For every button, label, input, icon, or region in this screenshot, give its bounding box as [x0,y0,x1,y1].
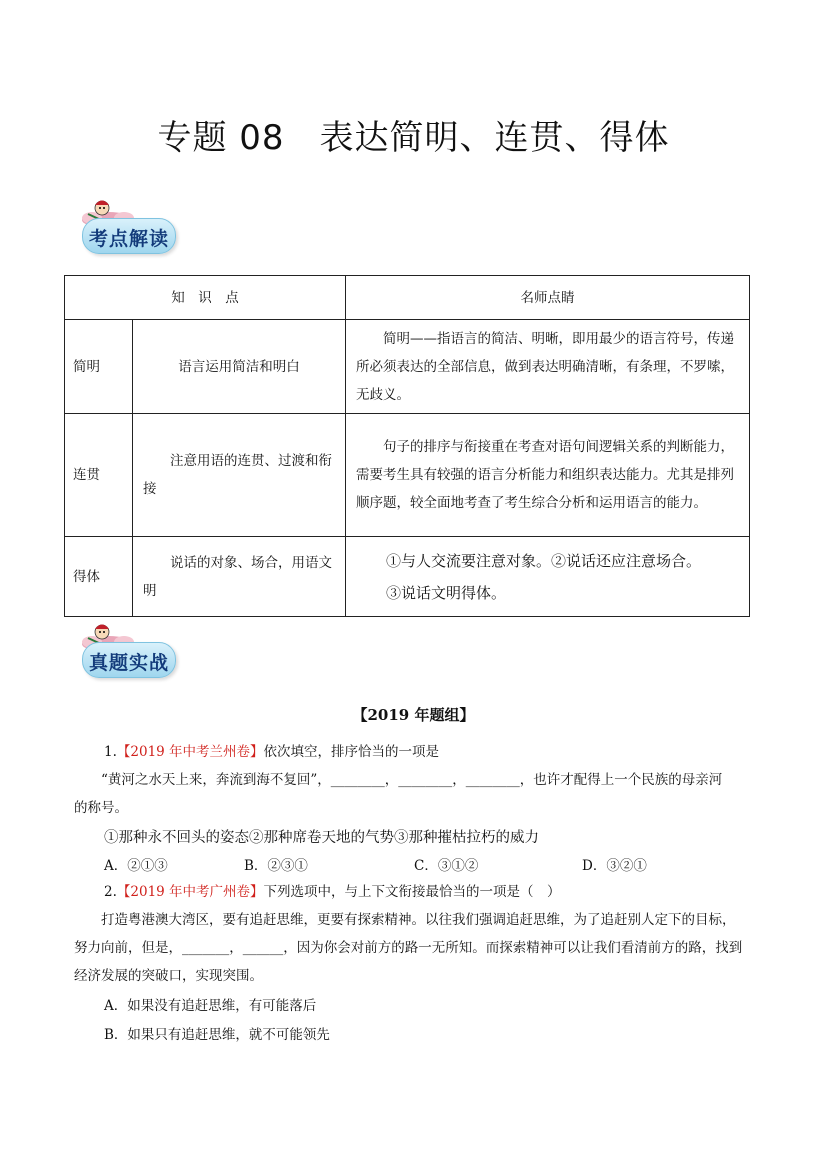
question-1-title [104,738,439,766]
row-name: 简明 [65,320,133,414]
question-source: 【2019 年中考兰州卷】 [116,744,264,760]
question-source: 【2019 年中考广州卷】 [116,884,264,900]
option-a: A．如果没有追赶思维，有可能落后 [104,998,317,1014]
knowledge-table [64,275,750,617]
badge-label: 真题实战 [88,652,169,674]
table-header-tips: 名师点睛 [346,276,750,320]
option-b: B．如果只有追赶思维，就不可能领先 [104,1027,330,1043]
row-tip: 句子的排序与衔接重在考查对语句间逻辑关系的判断能力，需要考生具有较强的语言分析能力和组织表达能力。尤其是排列顺序题，较全面地考查了考生综合分析和运用语言的能力。 [346,414,750,537]
section-badge-zhenti [72,620,192,690]
row-tip: 简明——指语言的简洁、明晰，即用最少的语言符号，传递所必须表达的全部信息，做到表达明确清晰，有条理，不罗嗦，无歧义。 [346,320,750,414]
group-heading: 【2019 年题组】 [352,706,475,724]
question-number: 1. [104,744,117,760]
row-point: 语言运用简洁和明白 [133,320,346,414]
option-d: D．③②① [582,858,647,874]
question-1-text: “黄河之水天上来，奔流到海不复回”，________，________，________，也许才配得上一个民族的母亲河的称号。 [74,772,723,816]
question-2-text: 打造粤港澳大湾区，要有追赶思维，更要有探索精神。以往我们强调追赶思维，为了追赶别人定下的目标，努力向前，但是，_______，______，因为你会对前方的路一无所知。而探索精神可以让我们看清前方的路，找到经济发展的突破口，实现突围。 [74,912,743,984]
row-tip-line: ①与人交流要注意对象。②说话还应注意场合。 [386,551,702,570]
row-point: 说话的对象、场合，用语文明 [133,537,346,617]
row-tip-line: ③说话文明得体。 [386,583,507,602]
row-name: 得体 [65,537,133,617]
question-1-items: ①那种永不回头的姿态②那种席卷天地的气势③那种摧枯拉朽的威力 [104,830,539,846]
question-2-title [104,878,561,906]
question-stem: 依次填空，排序恰当的一项是 [263,744,440,760]
badge-pill [82,642,176,678]
table-row [65,537,750,617]
badge-pill [82,218,176,254]
question-stem: 下列选项中，与上下文衔接最恰当的一项是（ ） [263,884,561,900]
section-badge-kaodian [72,196,192,266]
table-row [65,320,750,414]
page-title: 专题 08 表达简明、连贯、得体 [157,118,670,158]
row-name: 连贯 [65,414,133,537]
question-number: 2. [104,884,117,900]
badge-label: 考点解读 [88,228,169,250]
option-b: B．②③① [244,858,308,874]
option-c: C．③①② [414,858,479,874]
row-point: 注意用语的连贯、过渡和衔接 [133,414,346,537]
option-a: A．②①③ [104,858,168,874]
table-header-points: 知 识 点 [65,276,346,320]
table-row [65,414,750,537]
